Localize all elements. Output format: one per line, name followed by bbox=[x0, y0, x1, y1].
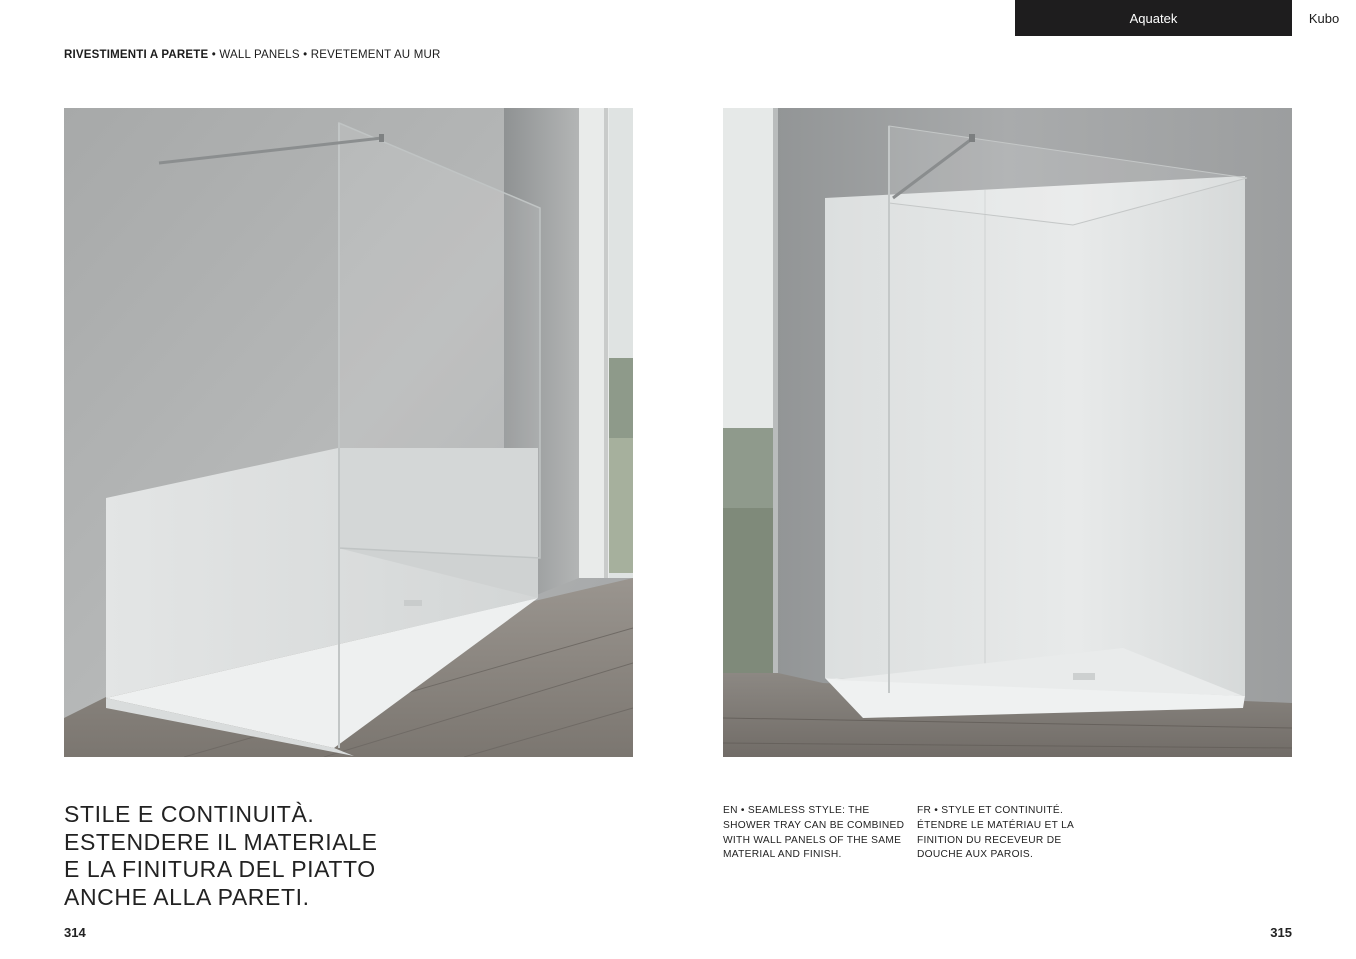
caption-fr bbox=[917, 804, 1074, 863]
separator: • bbox=[299, 49, 311, 61]
page-number-right: 315 bbox=[1270, 925, 1292, 940]
headline-line: ESTENDERE IL MATERIALE bbox=[64, 828, 378, 855]
page-number-left: 314 bbox=[64, 925, 86, 940]
separator: • bbox=[208, 49, 220, 61]
headline-it bbox=[64, 801, 378, 911]
caption-line: FINITION DU RECEVEUR DE bbox=[917, 834, 1062, 846]
tab-kubo[interactable]: Kubo bbox=[1292, 0, 1356, 36]
section-title-it: RIVESTIMENTI A PARETE bbox=[64, 49, 209, 61]
caption-line: EN • SEAMLESS STYLE: THE bbox=[723, 805, 870, 816]
caption-line: ÉTENDRE LE MATÉRIAU ET LA bbox=[917, 819, 1075, 831]
caption-line: MATERIAL AND FINISH. bbox=[723, 849, 842, 861]
tab-aquatek[interactable]: Aquatek bbox=[1015, 0, 1292, 36]
caption-line: SHOWER TRAY CAN BE COMBINED bbox=[723, 819, 905, 831]
caption-en bbox=[723, 804, 904, 863]
section-title-en: WALL PANELS bbox=[219, 49, 300, 61]
headline-line: STILE E CONTINUITÀ. bbox=[64, 801, 315, 827]
headline-line: E LA FINITURA DEL PIATTO bbox=[64, 856, 376, 882]
section-header bbox=[64, 49, 441, 61]
caption-line: FR • STYLE ET CONTINUITÉ. bbox=[917, 805, 1064, 816]
caption-line: WITH WALL PANELS OF THE SAME bbox=[723, 834, 902, 846]
section-title-fr: REVETEMENT AU MUR bbox=[310, 49, 441, 61]
shower-photo-right bbox=[723, 108, 1292, 757]
shower-photo-left bbox=[64, 108, 633, 757]
caption-line: DOUCHE AUX PAROIS. bbox=[917, 849, 1034, 861]
headline-line: ANCHE ALLA PARETI. bbox=[64, 883, 310, 910]
